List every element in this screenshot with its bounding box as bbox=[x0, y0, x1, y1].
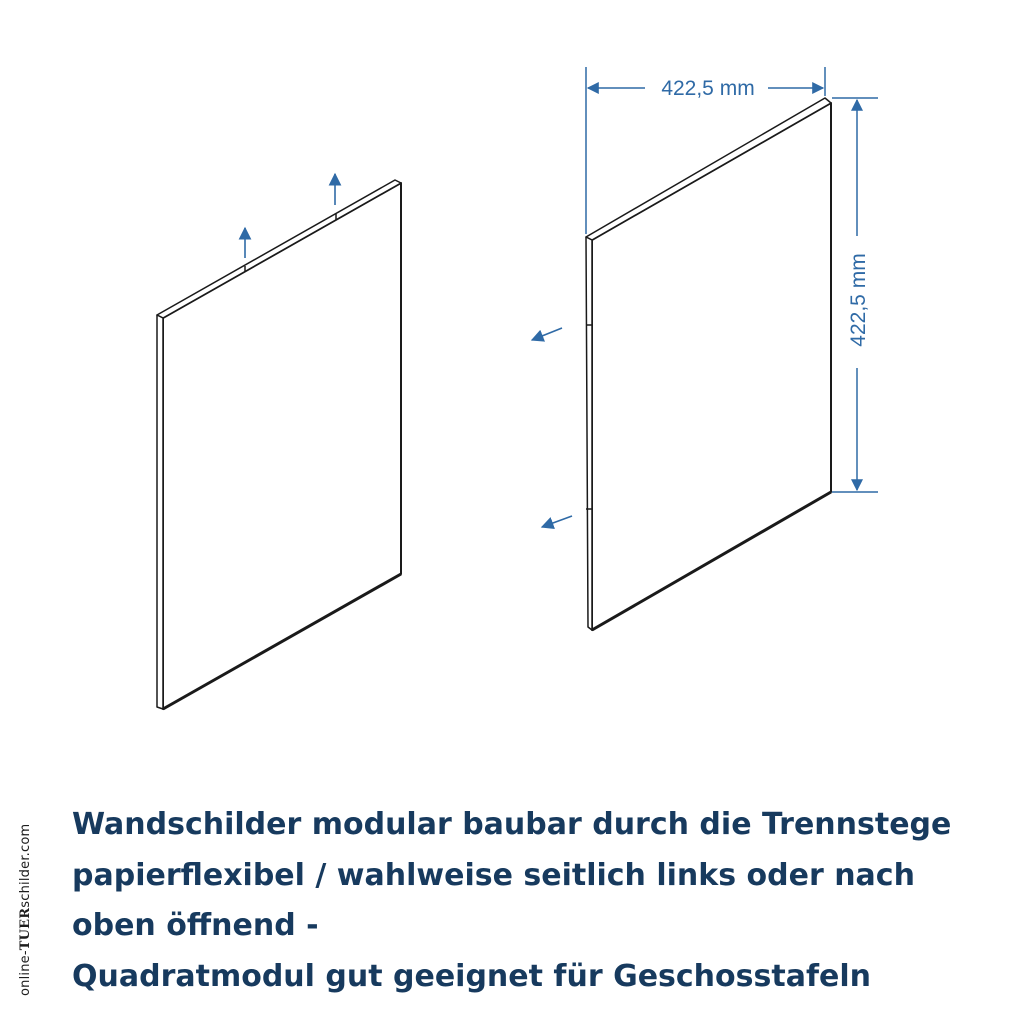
brand-watermark bbox=[18, 824, 33, 996]
panel-right bbox=[586, 98, 831, 630]
brand-prefix: online- bbox=[18, 950, 33, 996]
panel-left bbox=[157, 180, 401, 709]
width-dimension-label: 422,5 mm bbox=[661, 77, 755, 100]
left-arrow-icon bbox=[542, 516, 572, 527]
caption-line: papierflexibel / wahlweise seitlich links oder nach bbox=[72, 857, 915, 893]
left-arrow-icon bbox=[532, 328, 562, 340]
panel-left-face bbox=[163, 183, 401, 709]
brand-strong: TUER bbox=[18, 907, 33, 951]
panel-right-face bbox=[592, 103, 831, 630]
panel-right-side-edge bbox=[586, 237, 592, 630]
height-dimension-label: 422,5 mm bbox=[847, 253, 870, 347]
caption-line: Quadratmodul gut geeignet für Geschosstafeln bbox=[72, 958, 871, 994]
caption-line: oben öffnend - bbox=[72, 908, 319, 943]
caption bbox=[72, 800, 1002, 1002]
caption-line: Wandschilder modular baubar durch die Trennstege bbox=[72, 807, 952, 842]
panel-left-side-edge bbox=[157, 315, 163, 709]
open-left-arrows bbox=[532, 328, 572, 527]
brand-suffix: schilder.com bbox=[18, 823, 33, 908]
